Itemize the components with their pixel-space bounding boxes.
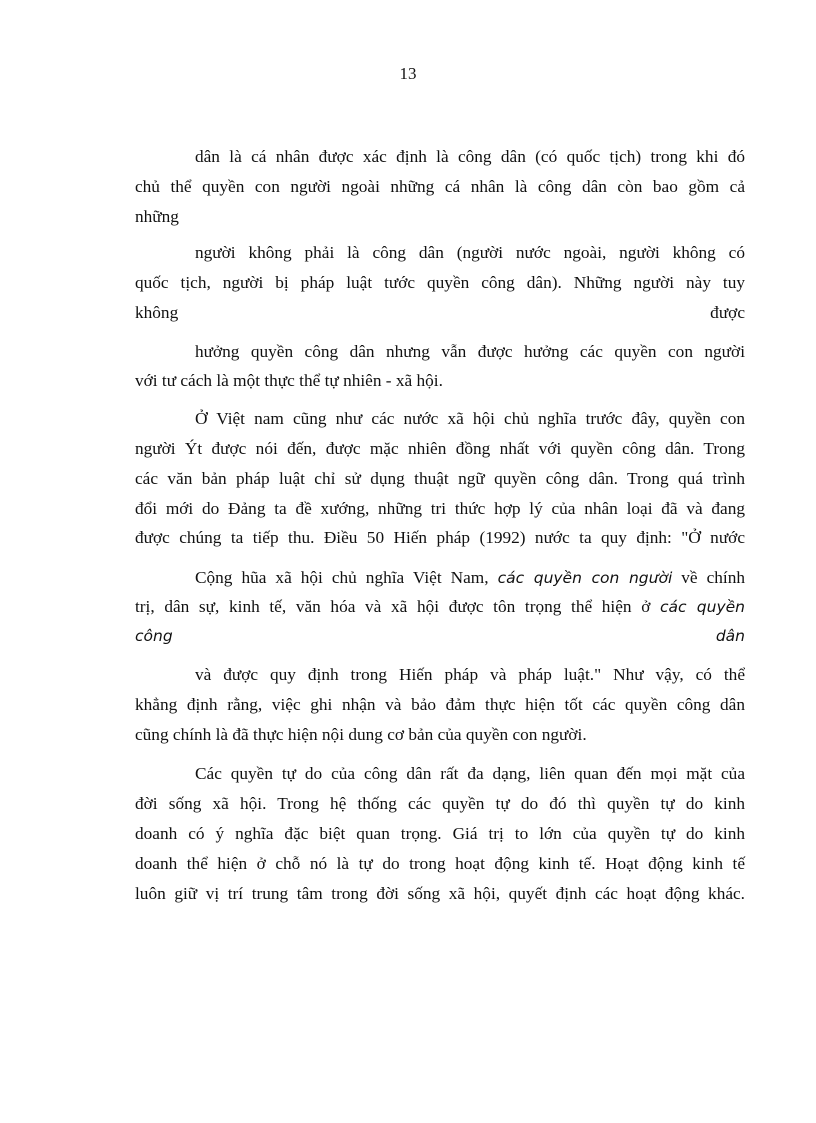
text-line [195, 341, 745, 363]
text-span: chủ thể quyền con người ngoài những cá nhân là công dân còn bao gồm cả [135, 177, 745, 196]
text-span: Cộng hũa xã hội chủ nghĩa Việt Nam, [195, 568, 498, 587]
text-line [135, 793, 745, 815]
text-line [135, 272, 745, 294]
text-line [195, 408, 745, 430]
text-span: các văn bản pháp luật chỉ sử dụng thuật ngữ quyền công dân. Trong quá trình [135, 469, 745, 488]
text-span: người không phải là công dân (người nước ngoài, người không có [195, 243, 745, 262]
text-line [135, 625, 745, 647]
text-span: đời sống xã hội. Trong hệ thống các quyền tự do đó thì quyền tự do kinh [135, 794, 745, 813]
text-span: doanh thể hiện ở chỗ nó là tự do trong hoạt động kinh tế. Hoạt động kinh tế [135, 854, 745, 873]
text-span: được chúng ta tiếp thu. Điều 50 Hiến pháp (1992) nước ta quy định: "Ở nước [135, 528, 745, 547]
italic-text: các quyền [660, 598, 745, 616]
text-line [135, 176, 745, 198]
text-line [135, 853, 745, 875]
text-line [135, 823, 745, 845]
text-span: doanh có ý nghĩa đặc biệt quan trọng. Giá trị to lớn của quyền tự do kinh [135, 824, 745, 843]
text-span: đổi mới do Đảng ta đề xướng, những tri thức hợp lý của nhân loại đã và đang [135, 499, 745, 518]
text-line [135, 883, 745, 905]
text-line [135, 596, 745, 618]
page-number: 13 [399, 64, 417, 83]
text-line [135, 498, 745, 520]
text-span: quốc tịch, người bị pháp luật tước quyền công dân). Những người này tuy [135, 273, 745, 292]
text-span: khẳng định rằng, việc ghi nhận và bảo đảm thực hiện tốt các quyền công dân [135, 695, 745, 714]
text-line [135, 724, 745, 746]
text-line [195, 763, 745, 785]
text-span: và được quy định trong Hiến pháp và pháp luật." Như vậy, có thể [195, 665, 745, 684]
text-span: người Ýt được nói đến, được mặc nhiên đồng nhất với quyền công dân. Trong [135, 439, 745, 458]
text-span: luôn giữ vị trí trung tâm trong đời sống xã hội, quyết định các hoạt động khác. [135, 884, 745, 903]
text-line [135, 206, 745, 228]
text-line [195, 664, 745, 686]
text-span: những [135, 207, 179, 226]
text-span: không được [135, 303, 745, 322]
text-span: dân là cá nhân được xác định là công dân (có quốc tịch) trong khi đó [195, 147, 745, 166]
text-line [195, 242, 745, 264]
text-line [135, 527, 745, 549]
italic-text: các quyền con người [497, 569, 673, 587]
text-span: cũng chính là đã thực hiện nội dung cơ bản của quyền con người. [135, 725, 587, 744]
text-line [195, 146, 745, 168]
text-line [135, 438, 745, 460]
text-span: với tư cách là một thực thể tự nhiên - xã hội. [135, 371, 443, 390]
text-line [135, 370, 745, 392]
text-span: hưởng quyền công dân nhưng vẫn được hưởng các quyền con người [195, 342, 745, 361]
italic-text: công dân [135, 627, 745, 645]
text-span: về chính [672, 568, 745, 587]
text-line [135, 302, 745, 324]
text-line [195, 567, 745, 589]
text-span: trị, dân sự, kinh tế, văn hóa và xã hội được tôn trọng thể hiện ở [135, 597, 660, 616]
text-line [135, 694, 745, 716]
text-span: Các quyền tự do của công dân rất đa dạng, liên quan đến mọi mặt của [195, 764, 745, 783]
text-span: Ở Việt nam cũng như các nước xã hội chủ nghĩa trước đây, quyền con [195, 409, 745, 428]
text-line [135, 468, 745, 490]
